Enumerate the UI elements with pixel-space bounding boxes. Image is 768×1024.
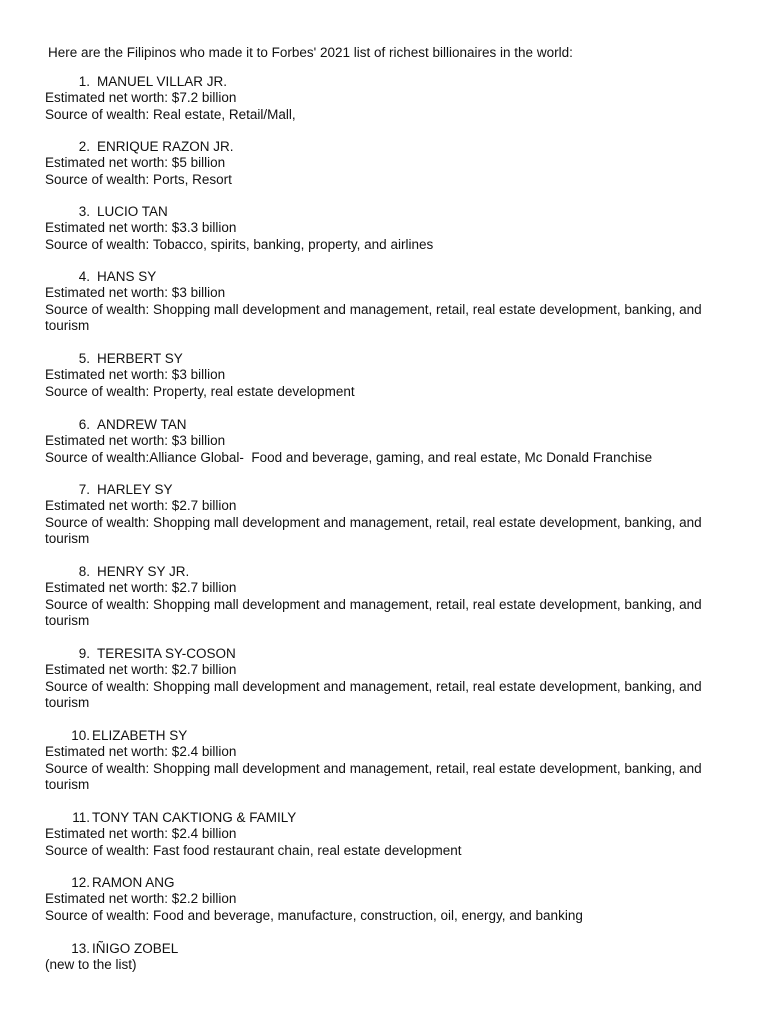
intro-text: Here are the Filipinos who made it to Forbes' 2021 list of richest billionaires in the world: xyxy=(48,45,573,60)
entry-heading xyxy=(45,564,725,580)
entry-heading xyxy=(45,482,725,498)
list-item xyxy=(45,351,725,400)
list-item xyxy=(45,204,725,253)
entry-heading xyxy=(45,810,725,826)
entry-source: Source of wealth: Real estate, Retail/Mall, xyxy=(45,106,296,122)
entry-source: Source of wealth: Shopping mall development and management, retail, real estate development, banking, and tourism xyxy=(45,760,702,793)
entry-net-worth: Estimated net worth: $2.7 billion xyxy=(45,662,237,678)
list-item xyxy=(45,269,725,335)
list-item xyxy=(45,728,725,794)
entry-number: 11. xyxy=(72,810,90,825)
entry-heading xyxy=(45,646,725,662)
entry-net-worth: Estimated net worth: $3 billion xyxy=(45,367,226,383)
entry-number: 4. xyxy=(78,269,90,284)
entry-source: Source of wealth: Fast food restaurant chain, real estate development xyxy=(45,842,462,858)
list-item xyxy=(45,74,725,123)
list-item xyxy=(45,646,725,712)
entry-net-worth: Estimated net worth: $2.7 billion xyxy=(45,580,237,596)
entry-heading xyxy=(45,204,725,220)
entry-name: ANDREW TAN xyxy=(97,417,187,432)
entry-heading xyxy=(45,139,725,155)
entry-name: HARLEY SY xyxy=(97,482,173,497)
list-item xyxy=(45,875,725,924)
entry-number: 13. xyxy=(71,941,90,956)
entry-net-worth: Estimated net worth: $2.7 billion xyxy=(45,498,237,514)
entry-net-worth: Estimated net worth: $2.2 billion xyxy=(45,891,237,907)
entry-number: 8. xyxy=(78,564,90,579)
entry-note: (new to the list) xyxy=(45,957,137,973)
list-item xyxy=(45,482,725,548)
entry-name: LUCIO TAN xyxy=(97,204,168,219)
list-item xyxy=(45,417,725,466)
entry-net-worth: Estimated net worth: $7.2 billion xyxy=(45,90,237,106)
entry-name: MANUEL VILLAR JR. xyxy=(97,74,228,89)
entry-name: HENRY SY JR. xyxy=(97,564,190,579)
entry-name: TERESITA SY-COSON xyxy=(97,646,236,661)
entry-heading xyxy=(45,74,725,90)
list-item xyxy=(45,564,725,630)
entry-heading xyxy=(45,269,725,285)
entry-source: Source of wealth: Ports, Resort xyxy=(45,171,232,187)
list-item xyxy=(45,139,725,188)
entry-net-worth: Estimated net worth: $3 billion xyxy=(45,285,226,301)
entry-source: Source of wealth: Shopping mall development and management, retail, real estate development, banking, and tourism xyxy=(45,596,702,629)
entry-number: 3. xyxy=(78,204,90,219)
entry-heading xyxy=(45,417,725,433)
entry-source: Source of wealth: Shopping mall development and management, retail, real estate development, banking, and tourism xyxy=(45,301,702,334)
list-item xyxy=(45,810,725,859)
entry-net-worth: Estimated net worth: $2.4 billion xyxy=(45,744,237,760)
entry-name: RAMON ANG xyxy=(92,875,175,890)
list-item xyxy=(45,941,725,974)
entry-name: IÑIGO ZOBEL xyxy=(92,941,179,956)
entry-number: 6. xyxy=(78,417,90,432)
entry-number: 7. xyxy=(78,482,90,497)
entry-source: Source of wealth: Property, real estate development xyxy=(45,383,355,399)
entry-name: HERBERT SY xyxy=(97,351,183,366)
entry-number: 9. xyxy=(78,646,90,661)
entry-source: Source of wealth: Food and beverage, manufacture, construction, oil, energy, and banking xyxy=(45,907,583,923)
entry-name: TONY TAN CAKTIONG & FAMILY xyxy=(92,810,297,825)
entry-number: 10. xyxy=(71,728,90,743)
entry-number: 1. xyxy=(78,74,90,89)
entry-net-worth: Estimated net worth: $2.4 billion xyxy=(45,826,237,842)
entry-net-worth: Estimated net worth: $3 billion xyxy=(45,433,226,449)
entry-source: Source of wealth: Tobacco, spirits, banking, property, and airlines xyxy=(45,236,434,252)
entry-number: 5. xyxy=(78,351,90,366)
entry-number: 2. xyxy=(78,139,90,154)
entry-heading xyxy=(45,941,725,957)
entry-source: Source of wealth: Shopping mall development and management, retail, real estate development, banking, and tourism xyxy=(45,514,702,547)
entry-heading xyxy=(45,728,725,744)
entry-net-worth: Estimated net worth: $5 billion xyxy=(45,155,226,171)
entry-number: 12. xyxy=(71,875,90,890)
entry-source: Source of wealth:Alliance Global- Food and beverage, gaming, and real estate, Mc Donald Franchise xyxy=(45,449,653,465)
entry-source: Source of wealth: Shopping mall development and management, retail, real estate development, banking, and tourism xyxy=(45,678,702,711)
entry-name: ENRIQUE RAZON JR. xyxy=(97,139,234,154)
entry-heading xyxy=(45,875,725,891)
entry-name: HANS SY xyxy=(97,269,157,284)
entry-heading xyxy=(45,351,725,367)
entry-name: ELIZABETH SY xyxy=(92,728,188,743)
entry-net-worth: Estimated net worth: $3.3 billion xyxy=(45,220,237,236)
